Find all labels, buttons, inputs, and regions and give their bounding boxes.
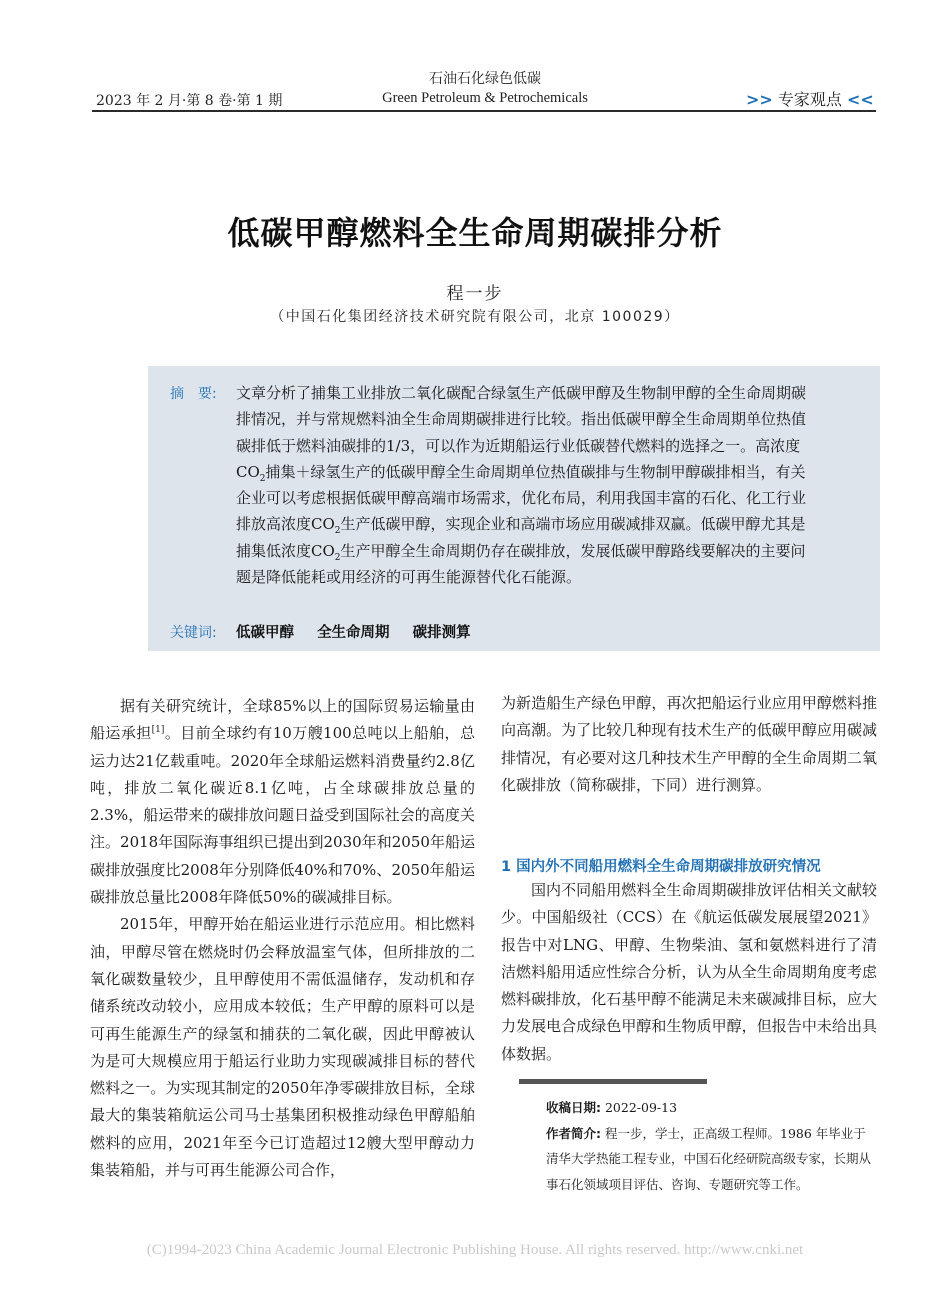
keywords-label: 关键词:: [170, 625, 217, 641]
author-bio: [546, 1121, 878, 1198]
body-paragraph-2-continued: 为新造船生产绿色甲醇，再次把船运行业应用甲醇燃料推向高潮。为了比较几种现有技术生产的低碳甲醇应用碳减排情况，有必要对这几种技术生产甲醇的全生命周期二氧化碳排放（简称碳排，下同）进行测算。: [501, 694, 877, 794]
abstract-label: 摘 要:: [170, 386, 217, 402]
body-paragraph-2: 2015年，甲醇开始在船运业进行示范应用。相比燃料油，甲醇尽管在燃烧时仍会释放温室气体，但所排放的二氧化碳数量较少，且甲醇使用不需低温储存，发动机和存储系统改动较小，应用成本较低；生产甲醇的原料可以是可再生能源生产的绿氢和捕获的二氧化碳，因此甲醇被认为是可大规模应用于船运行业助力实现碳减排目标的替代燃料之一。为实现其制定的2050年净零碳排放目标，全球最大的集装箱航运公司马士基集团积极推动绿色甲醇船舶燃料的应用，2021年至今已订造超过12艘大型甲醇动力集装箱船，并与可再生能源公司合作，: [90, 915, 475, 1180]
body-column-right: [501, 877, 877, 1068]
abstract-text: 文章分析了捕集工业排放二氧化碳配合绿氢生产低碳甲醇及生物制甲醇的全生命周期碳排情况，并与常规燃料油全生命周期碳排进行比较。指出低碳甲醇全生命周期单位热值碳排低于燃料油碳排的1/3，可以作为近期船运行业低碳替代燃料的选择之一。高浓度$CO_2$捕集＋绿氢生产的低碳甲醇全生命周期单位热值碳排与生物制甲醇碳排相当，有关企业可以考虑根据低碳甲醇高端市场需求，优化布局，利用我国丰富的石化、化工行业排放高浓度$CO_2$生产低碳甲醇，实现企业和高端市场应用碳减排双赢。低碳甲醇尤其是捕集低浓度$CO_2$生产甲醇全生命周期仍存在碳排放，发展低碳甲醇路线要解决的主要问题是降低能耗或用经济的可再生能源替代化石能源。: [236, 384, 807, 587]
column-name: 专家观点: [777, 90, 842, 109]
section-heading-1: 1 国内外不同船用燃料全生命周期碳排放研究情况: [501, 859, 821, 875]
author-affiliation: （中国石化集团经济技术研究院有限公司，北京 100029）: [270, 309, 680, 325]
journal-name-cn: 石油石化绿色低碳: [429, 71, 541, 87]
received-date: 2022-09-13: [604, 1100, 678, 1115]
journal-name-en: Green Petroleum & Petrochemicals: [382, 90, 588, 106]
bio-text: 程一步，学士，正高级工程师。1986 年毕业于清华大学热能工程专业，中国石化经研院高级专家，长期从事石化领域项目评估、咨询、专题研究等工作。: [546, 1125, 872, 1192]
column-arrow-right: <<: [847, 90, 874, 109]
received-date-line: [546, 1095, 878, 1121]
column-label: [746, 87, 874, 110]
column-arrow-left: >>: [746, 90, 773, 109]
keyword-item: 全生命周期: [317, 625, 390, 641]
body-paragraph-3: 国内不同船用燃料全生命周期碳排放评估相关文献较少。中国船级社（CCS）在《航运低碳发展展望2021》报告中对LNG、甲醇、生物柴油、氢和氨燃料进行了清洁燃料船用适应性综合分析，认为从全生命周期角度考虑燃料碳排放，化石基甲醇不能满足未来碳减排目标，应大力发展电合成绿色甲醇和生物质甲醇，但报告中未给出具体数据。: [501, 881, 877, 1063]
received-label: 收稿日期:: [546, 1100, 601, 1115]
body-column-right-continued: [501, 690, 877, 799]
header-rule: [92, 110, 876, 112]
body-column-left: [90, 693, 475, 1184]
keywords-list: [236, 621, 489, 642]
author-name: 程一步: [446, 284, 504, 304]
citation-ref[interactable]: [1]: [151, 725, 165, 736]
footnote: [546, 1095, 878, 1197]
keyword-item: 碳排测算: [412, 625, 471, 641]
bio-label: 作者简介:: [546, 1125, 601, 1141]
keyword-item: 低碳甲醇: [236, 625, 294, 641]
issue-info: 2023 年 2 月·第 8 卷·第 1 期: [96, 93, 283, 109]
copyright-notice: (C)1994-2023 China Academic Journal Electronic Publishing House. All rights reserved. http://www.cnki.net: [146, 1242, 804, 1258]
body-paragraph-1: 据有关研究统计，全球85%以上的国际贸易运输量由船运承担[1]。目前全球约有10万艘100总吨以上船舶，总运力达21亿载重吨。2020年全球船运燃料消费量约2.8亿吨，排放二氧化碳近8.1亿吨，占全球碳排放总量的2.3%，船运带来的碳排放问题日益受到国际社会的高度关注。2018年国际海事组织已提出到2030年和2050年船运碳排放强度比2008年分别降低40%和70%、2050年船运碳排放总量比2008年降低50%的碳减排目标。: [90, 697, 475, 907]
article-title: 低碳甲醇燃料全生命周期碳排分析: [227, 214, 723, 252]
journal-name: [360, 70, 610, 108]
footnote-rule: [519, 1079, 707, 1084]
